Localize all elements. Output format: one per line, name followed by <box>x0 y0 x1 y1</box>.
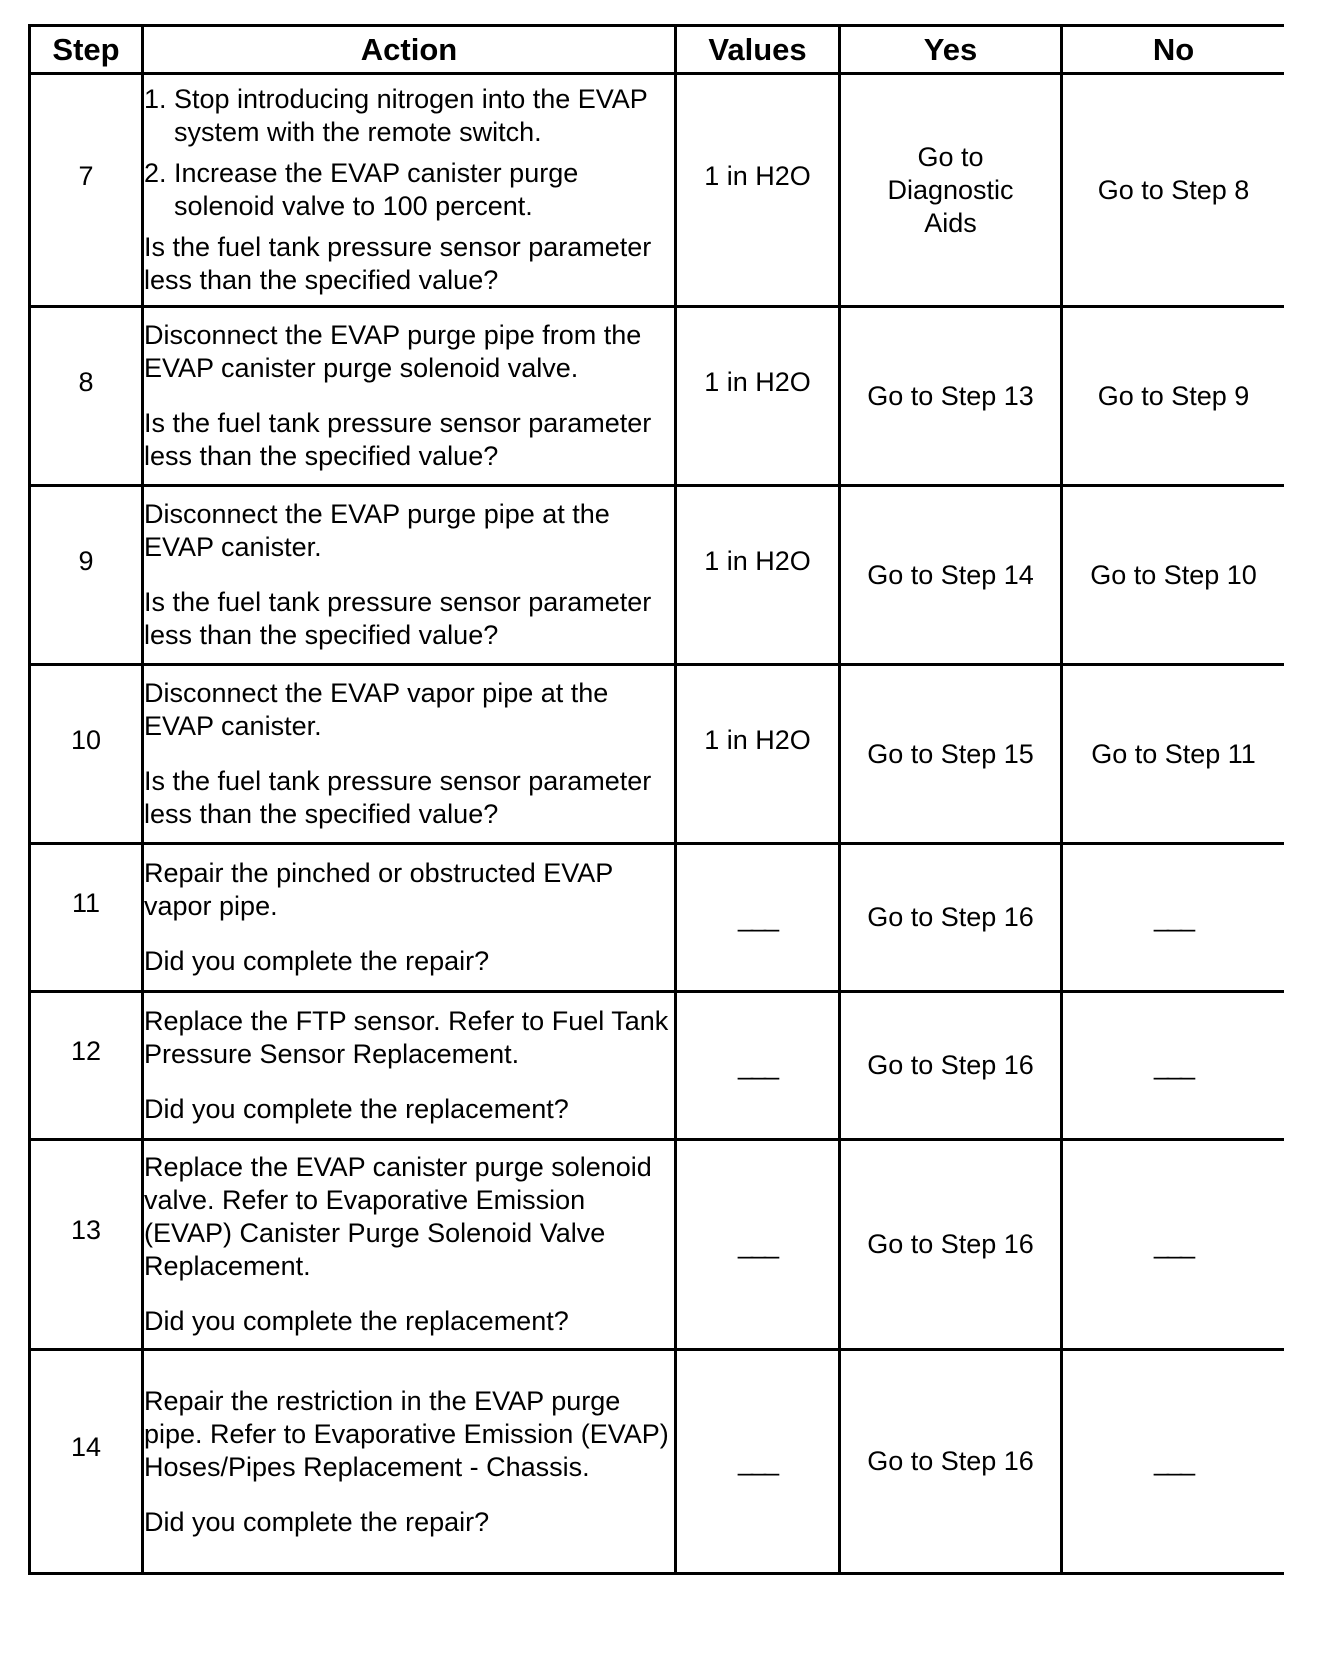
step-number: 14 <box>70 1432 102 1462</box>
header-no: No <box>1062 26 1285 74</box>
header-row <box>30 26 1285 74</box>
action-question: Is the fuel tank pressure sensor parameter less than the specified value? <box>144 232 652 295</box>
yes-result: Go to Step 16 <box>840 1140 1062 1350</box>
value-text: ___ <box>737 1229 778 1259</box>
action-cell <box>143 844 676 992</box>
value-text: 1 in H2O <box>704 545 811 576</box>
yes-result: Go to Step 16 <box>840 1350 1062 1574</box>
table-row <box>30 1140 1285 1350</box>
action-text: Replace the EVAP canister purge solenoid valve. Refer to Evaporative Emission (EVAP) Canister Purge Solenoid Valve Replacement. <box>144 1152 652 1281</box>
action-item <box>144 83 674 149</box>
header-values: Values <box>676 26 840 74</box>
yes-result: Go to Step 14 <box>840 486 1062 665</box>
value-text: ___ <box>737 1446 778 1476</box>
action-cell <box>143 1350 676 1574</box>
table-row <box>30 1350 1285 1574</box>
table-row <box>30 992 1285 1140</box>
table-row <box>30 486 1285 665</box>
action-text: Replace the FTP sensor. Refer to Fuel Tank Pressure Sensor Replacement. <box>144 1006 669 1069</box>
action-question: Did you complete the replacement? <box>144 1306 569 1336</box>
item-number: 2. <box>144 158 167 188</box>
action-item <box>144 157 674 223</box>
value-text: 1 in H2O <box>704 160 811 191</box>
action-question: Is the fuel tank pressure sensor parameter less than the specified value? <box>144 408 652 471</box>
action-question: Is the fuel tank pressure sensor parameter less than the specified value? <box>144 587 652 650</box>
no-result: Go to Step 11 <box>1062 665 1285 844</box>
action-question: Did you complete the replacement? <box>144 1094 569 1124</box>
action-text: Disconnect the EVAP vapor pipe at the EVAP canister. <box>144 678 609 741</box>
action-text: Repair the pinched or obstructed EVAP vapor pipe. <box>144 858 613 921</box>
action-cell <box>143 74 676 307</box>
item-number: 1. <box>144 84 167 114</box>
header-step: Step <box>30 26 143 74</box>
yes-result: Go to Step 16 <box>840 844 1062 992</box>
action-cell <box>143 1140 676 1350</box>
no-result: ___ <box>1153 1446 1194 1476</box>
header-yes: Yes <box>840 26 1062 74</box>
action-text: Repair the restriction in the EVAP purge pipe. Refer to Evaporative Emission (EVAP) Hoses/Pipes Replacement - Chassis. <box>144 1385 669 1482</box>
step-number: 11 <box>71 888 101 918</box>
diagnostic-table-container <box>28 24 1284 1670</box>
action-question: Did you complete the repair? <box>144 946 490 976</box>
step-number: 9 <box>78 545 94 576</box>
step-number: 13 <box>70 1215 102 1245</box>
yes-result: Go to Step 16 <box>840 992 1062 1140</box>
value-text: 1 in H2O <box>704 366 811 397</box>
action-cell <box>143 307 676 486</box>
no-result: Go to Step 9 <box>1062 307 1285 486</box>
step-number: 10 <box>70 724 102 755</box>
diagnostic-table <box>28 24 1284 1575</box>
no-result: ___ <box>1153 902 1194 932</box>
table-row <box>30 307 1285 486</box>
action-text: Disconnect the EVAP purge pipe from the EVAP canister purge solenoid valve. <box>144 320 642 383</box>
item-text: Increase the EVAP canister purge solenoid valve to 100 percent. <box>174 158 579 221</box>
value-text: ___ <box>737 902 778 932</box>
action-question: Is the fuel tank pressure sensor parameter less than the specified value? <box>144 766 652 829</box>
no-result: Go to Step 8 <box>1062 74 1285 307</box>
table-row <box>30 74 1285 307</box>
action-text: Disconnect the EVAP purge pipe at the EVAP canister. <box>144 499 610 562</box>
action-question: Did you complete the repair? <box>144 1506 490 1537</box>
value-text: 1 in H2O <box>704 724 811 755</box>
action-cell <box>143 486 676 665</box>
table-row <box>30 844 1285 992</box>
header-action: Action <box>143 26 676 74</box>
value-text: ___ <box>737 1050 778 1080</box>
step-number: 8 <box>78 366 94 397</box>
action-cell <box>143 665 676 844</box>
yes-result: Go to Step 15 <box>840 665 1062 844</box>
no-result: ___ <box>1153 1229 1194 1259</box>
step-number: 12 <box>70 1036 102 1066</box>
step-number: 7 <box>78 160 94 191</box>
table-row <box>30 665 1285 844</box>
no-result: Go to Step 10 <box>1062 486 1285 665</box>
action-cell <box>143 992 676 1140</box>
yes-result: Go to Step 13 <box>840 307 1062 486</box>
no-result: ___ <box>1153 1050 1194 1080</box>
yes-result: Go to Diagnostic Aids <box>840 74 1062 307</box>
item-text: Stop introducing nitrogen into the EVAP system with the remote switch. <box>174 84 648 147</box>
